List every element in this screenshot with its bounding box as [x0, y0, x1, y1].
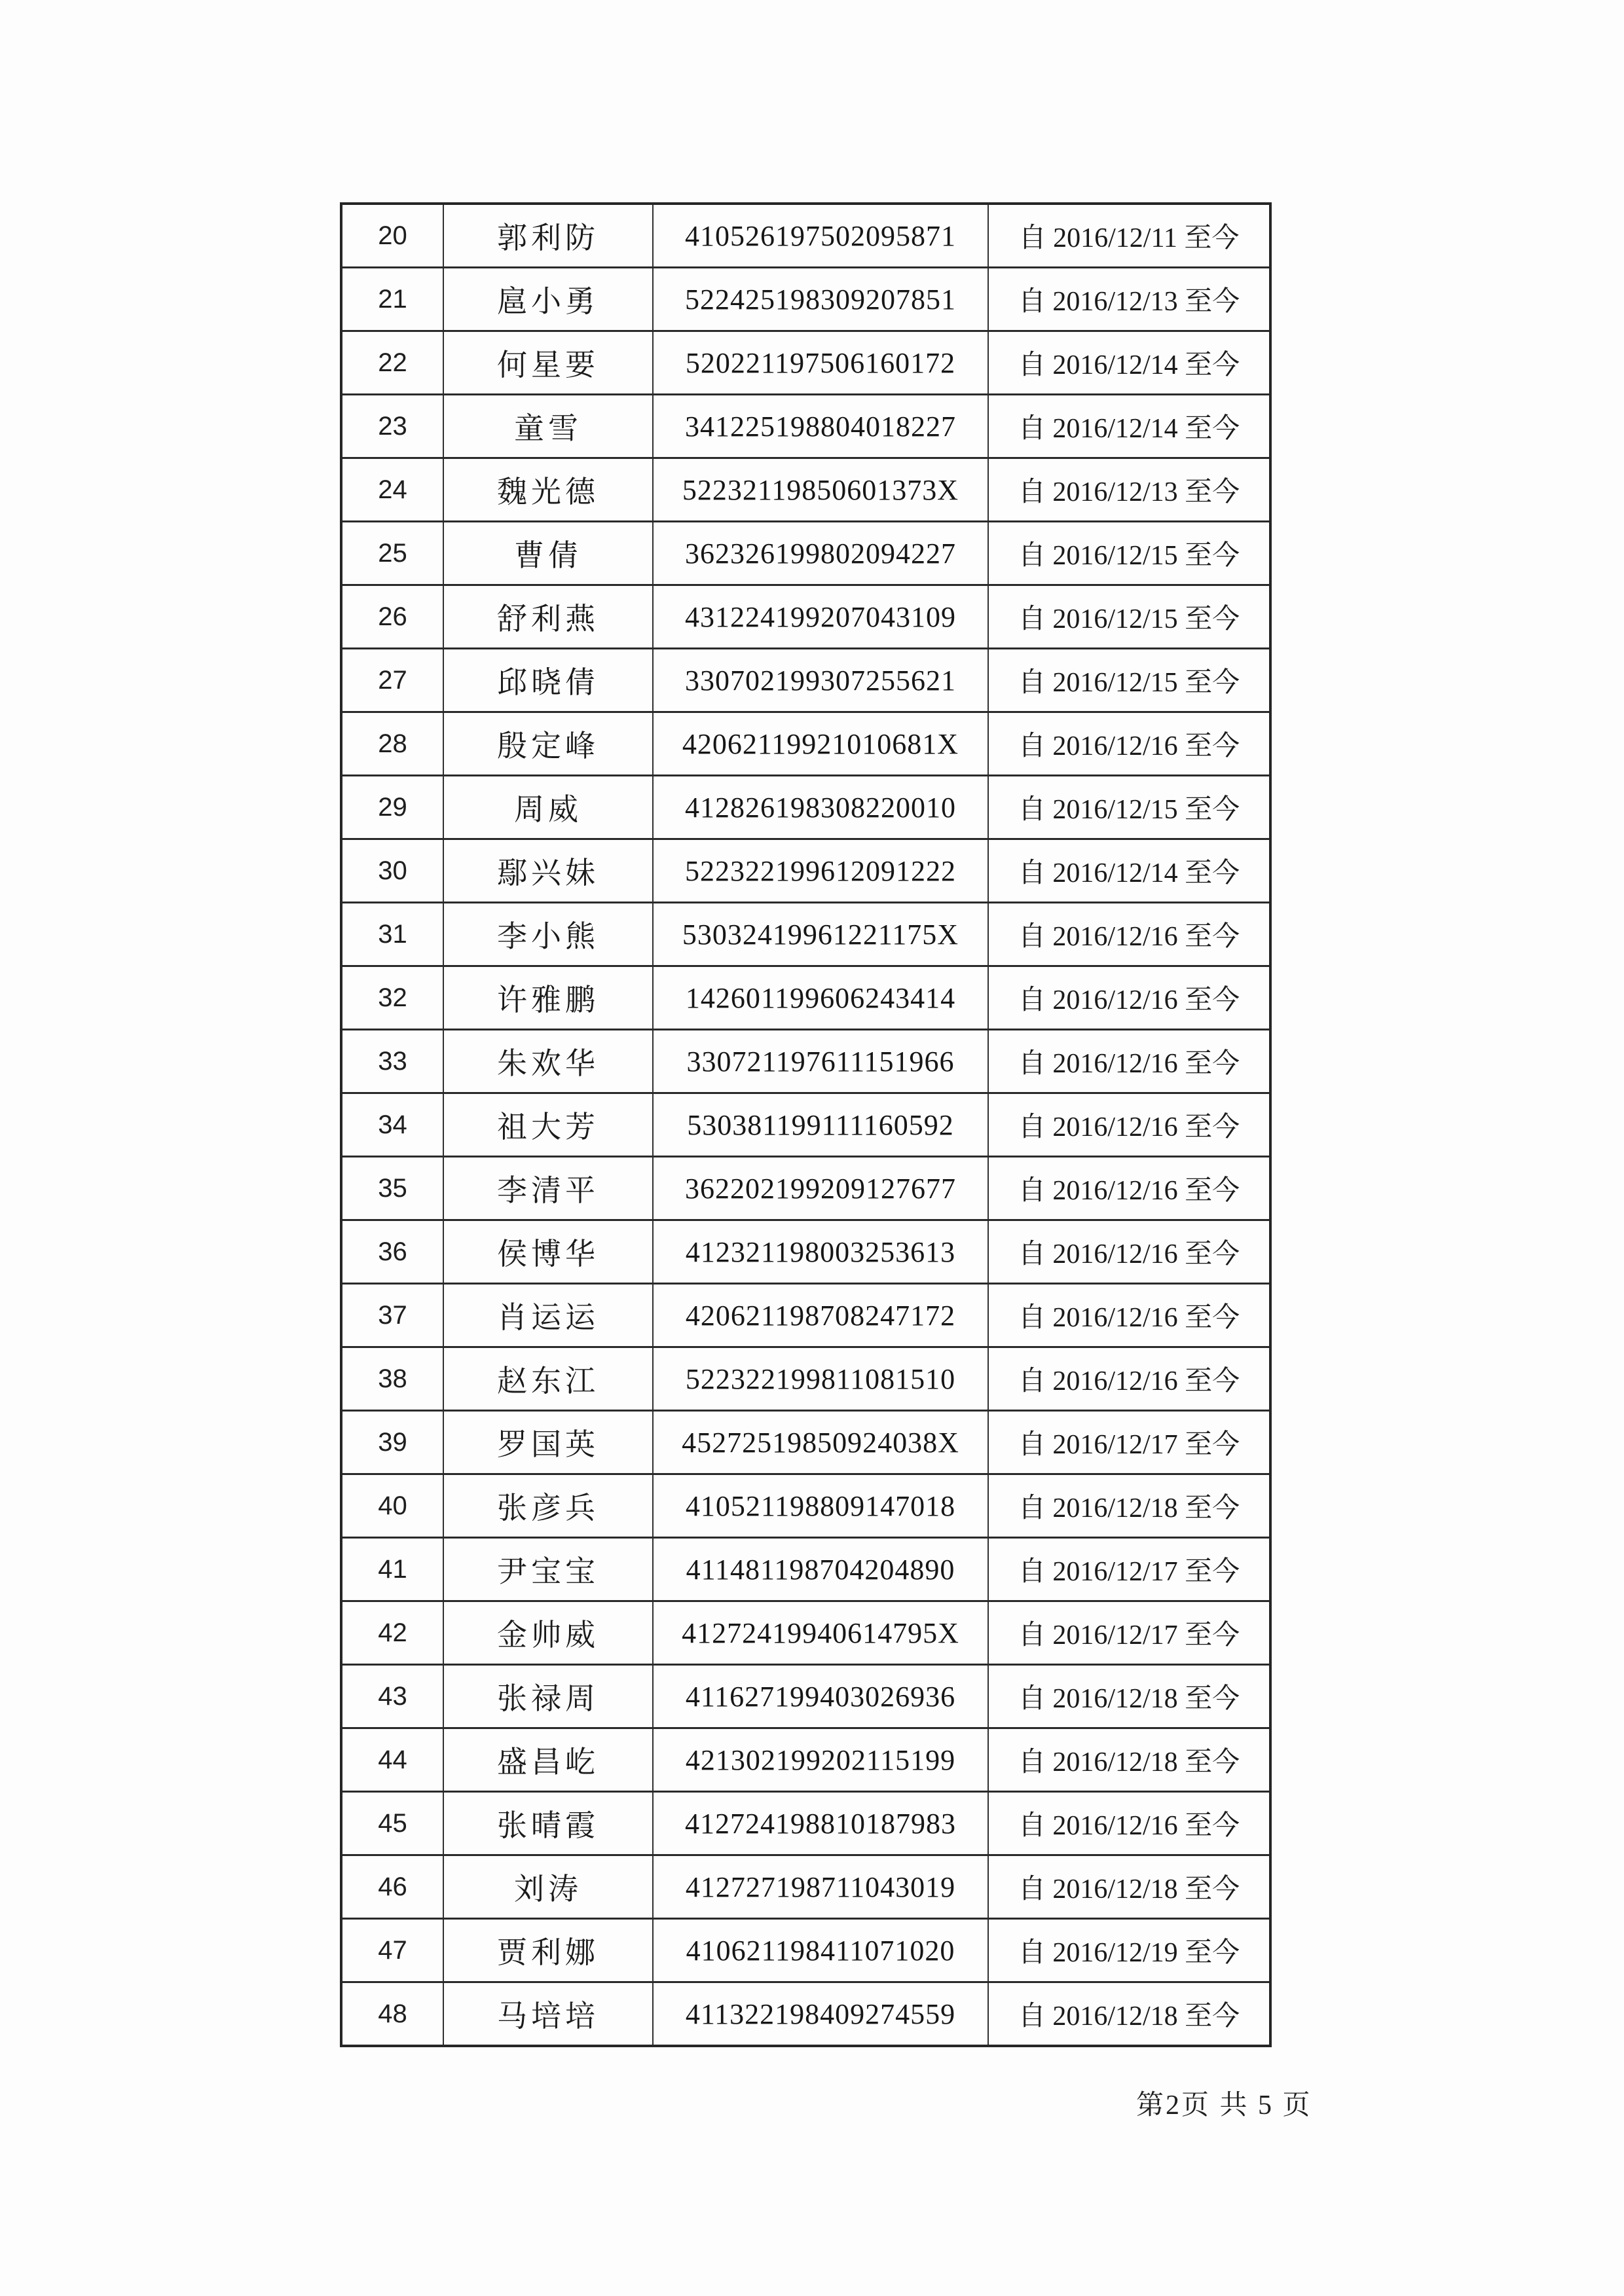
person-name-cell: 贾利娜 [443, 1919, 653, 1982]
validity-period-cell: 自 2016/12/16 至今 [988, 1347, 1270, 1411]
table-row [341, 1093, 1270, 1157]
id-number-cell: 41272419940614795X [653, 1601, 988, 1665]
id-number-cell: 142601199606243414 [653, 966, 988, 1030]
table-row [341, 204, 1270, 268]
id-number-cell: 522322199811081510 [653, 1347, 988, 1411]
row-number-cell: 37 [341, 1284, 443, 1347]
person-name-cell: 李清平 [443, 1157, 653, 1220]
table-row [341, 1157, 1270, 1220]
row-number-cell: 24 [341, 458, 443, 522]
validity-period-cell: 自 2016/12/18 至今 [988, 1474, 1270, 1538]
id-number-cell: 431224199207043109 [653, 585, 988, 649]
id-number-cell: 410526197502095871 [653, 204, 988, 268]
validity-period-cell: 自 2016/12/14 至今 [988, 331, 1270, 395]
id-number-cell: 362202199209127677 [653, 1157, 988, 1220]
table-row [341, 839, 1270, 903]
id-number-cell: 52232119850601373X [653, 458, 988, 522]
person-name-cell: 张彦兵 [443, 1474, 653, 1538]
validity-period-cell: 自 2016/12/16 至今 [988, 1220, 1270, 1284]
person-name-cell: 刘涛 [443, 1855, 653, 1919]
table-row [341, 1665, 1270, 1728]
table-row [341, 331, 1270, 395]
validity-period-cell: 自 2016/12/16 至今 [988, 1284, 1270, 1347]
id-number-cell: 412826198308220010 [653, 776, 988, 839]
row-number-cell: 32 [341, 966, 443, 1030]
row-number-cell: 25 [341, 522, 443, 585]
row-number-cell: 46 [341, 1855, 443, 1919]
id-number-cell: 412321198003253613 [653, 1220, 988, 1284]
id-number-cell: 410521198809147018 [653, 1474, 988, 1538]
table-row [341, 522, 1270, 585]
id-number-cell: 45272519850924038X [653, 1411, 988, 1474]
id-number-cell: 530381199111160592 [653, 1093, 988, 1157]
validity-period-cell: 自 2016/12/13 至今 [988, 458, 1270, 522]
person-name-cell: 周威 [443, 776, 653, 839]
table-row [341, 1728, 1270, 1792]
id-number-cell: 330721197611151966 [653, 1030, 988, 1093]
validity-period-cell: 自 2016/12/17 至今 [988, 1411, 1270, 1474]
records-table [340, 202, 1272, 2047]
person-name-cell: 马培培 [443, 1982, 653, 2047]
person-name-cell: 李小熊 [443, 903, 653, 966]
validity-period-cell: 自 2016/12/11 至今 [988, 204, 1270, 268]
table-row [341, 458, 1270, 522]
id-number-cell: 522425198309207851 [653, 268, 988, 331]
row-number-cell: 26 [341, 585, 443, 649]
row-number-cell: 48 [341, 1982, 443, 2047]
validity-period-cell: 自 2016/12/19 至今 [988, 1919, 1270, 1982]
id-number-cell: 42062119921010681X [653, 712, 988, 776]
id-number-cell: 53032419961221175X [653, 903, 988, 966]
table-row [341, 649, 1270, 712]
table-row [341, 776, 1270, 839]
validity-period-cell: 自 2016/12/14 至今 [988, 839, 1270, 903]
person-name-cell: 金帅威 [443, 1601, 653, 1665]
person-name-cell: 祖大芳 [443, 1093, 653, 1157]
person-name-cell: 魏光德 [443, 458, 653, 522]
person-name-cell: 盛昌屹 [443, 1728, 653, 1792]
row-number-cell: 33 [341, 1030, 443, 1093]
person-name-cell: 朱欢华 [443, 1030, 653, 1093]
row-number-cell: 20 [341, 204, 443, 268]
table-row [341, 966, 1270, 1030]
table-row [341, 1601, 1270, 1665]
person-name-cell: 罗国英 [443, 1411, 653, 1474]
id-number-cell: 411627199403026936 [653, 1665, 988, 1728]
table-row [341, 1919, 1270, 1982]
person-name-cell: 扈小勇 [443, 268, 653, 331]
table-row [341, 1855, 1270, 1919]
table-row [341, 1474, 1270, 1538]
validity-period-cell: 自 2016/12/16 至今 [988, 712, 1270, 776]
id-number-cell: 411481198704204890 [653, 1538, 988, 1601]
validity-period-cell: 自 2016/12/15 至今 [988, 522, 1270, 585]
row-number-cell: 42 [341, 1601, 443, 1665]
row-number-cell: 47 [341, 1919, 443, 1982]
id-number-cell: 412724198810187983 [653, 1792, 988, 1855]
table-row [341, 268, 1270, 331]
row-number-cell: 44 [341, 1728, 443, 1792]
person-name-cell: 邱晓倩 [443, 649, 653, 712]
id-number-cell: 520221197506160172 [653, 331, 988, 395]
validity-period-cell: 自 2016/12/16 至今 [988, 1157, 1270, 1220]
table-row [341, 903, 1270, 966]
id-number-cell: 411322198409274559 [653, 1982, 988, 2047]
id-number-cell: 341225198804018227 [653, 395, 988, 458]
table-row [341, 1347, 1270, 1411]
table-row [341, 1030, 1270, 1093]
row-number-cell: 43 [341, 1665, 443, 1728]
person-name-cell: 张禄周 [443, 1665, 653, 1728]
validity-period-cell: 自 2016/12/16 至今 [988, 1093, 1270, 1157]
id-number-cell: 421302199202115199 [653, 1728, 988, 1792]
table-row [341, 1284, 1270, 1347]
table-row [341, 585, 1270, 649]
person-name-cell: 肖运运 [443, 1284, 653, 1347]
validity-period-cell: 自 2016/12/17 至今 [988, 1538, 1270, 1601]
table-row [341, 712, 1270, 776]
validity-period-cell: 自 2016/12/15 至今 [988, 649, 1270, 712]
row-number-cell: 30 [341, 839, 443, 903]
id-number-cell: 410621198411071020 [653, 1919, 988, 1982]
row-number-cell: 35 [341, 1157, 443, 1220]
table-row [341, 1792, 1270, 1855]
validity-period-cell: 自 2016/12/18 至今 [988, 1665, 1270, 1728]
person-name-cell: 何星要 [443, 331, 653, 395]
validity-period-cell: 自 2016/12/16 至今 [988, 1030, 1270, 1093]
table-row [341, 1411, 1270, 1474]
person-name-cell: 童雪 [443, 395, 653, 458]
person-name-cell: 郭利防 [443, 204, 653, 268]
id-number-cell: 522322199612091222 [653, 839, 988, 903]
person-name-cell: 曹倩 [443, 522, 653, 585]
row-number-cell: 28 [341, 712, 443, 776]
validity-period-cell: 自 2016/12/17 至今 [988, 1601, 1270, 1665]
table-row [341, 1982, 1270, 2047]
row-number-cell: 29 [341, 776, 443, 839]
row-number-cell: 45 [341, 1792, 443, 1855]
table-row [341, 1538, 1270, 1601]
row-number-cell: 23 [341, 395, 443, 458]
row-number-cell: 38 [341, 1347, 443, 1411]
id-number-cell: 412727198711043019 [653, 1855, 988, 1919]
id-number-cell: 420621198708247172 [653, 1284, 988, 1347]
row-number-cell: 39 [341, 1411, 443, 1474]
person-name-cell: 张晴霞 [443, 1792, 653, 1855]
person-name-cell: 舒利燕 [443, 585, 653, 649]
row-number-cell: 41 [341, 1538, 443, 1601]
validity-period-cell: 自 2016/12/15 至今 [988, 776, 1270, 839]
table-row [341, 1220, 1270, 1284]
row-number-cell: 34 [341, 1093, 443, 1157]
row-number-cell: 36 [341, 1220, 443, 1284]
person-name-cell: 殷定峰 [443, 712, 653, 776]
person-name-cell: 赵东江 [443, 1347, 653, 1411]
id-number-cell: 362326199802094227 [653, 522, 988, 585]
validity-period-cell: 自 2016/12/15 至今 [988, 585, 1270, 649]
validity-period-cell: 自 2016/12/18 至今 [988, 1728, 1270, 1792]
row-number-cell: 31 [341, 903, 443, 966]
person-name-cell: 侯博华 [443, 1220, 653, 1284]
id-number-cell: 330702199307255621 [653, 649, 988, 712]
person-name-cell: 鄢兴妹 [443, 839, 653, 903]
person-name-cell: 尹宝宝 [443, 1538, 653, 1601]
records-table-body [341, 204, 1270, 2046]
validity-period-cell: 自 2016/12/16 至今 [988, 1792, 1270, 1855]
person-name-cell: 许雅鹏 [443, 966, 653, 1030]
row-number-cell: 27 [341, 649, 443, 712]
validity-period-cell: 自 2016/12/14 至今 [988, 395, 1270, 458]
page-number-footer: 第2页 共 5 页 [1136, 2090, 1312, 2121]
row-number-cell: 22 [341, 331, 443, 395]
validity-period-cell: 自 2016/12/13 至今 [988, 268, 1270, 331]
row-number-cell: 40 [341, 1474, 443, 1538]
validity-period-cell: 自 2016/12/16 至今 [988, 966, 1270, 1030]
validity-period-cell: 自 2016/12/18 至今 [988, 1855, 1270, 1919]
validity-period-cell: 自 2016/12/18 至今 [988, 1982, 1270, 2047]
row-number-cell: 21 [341, 268, 443, 331]
validity-period-cell: 自 2016/12/16 至今 [988, 903, 1270, 966]
table-row [341, 395, 1270, 458]
